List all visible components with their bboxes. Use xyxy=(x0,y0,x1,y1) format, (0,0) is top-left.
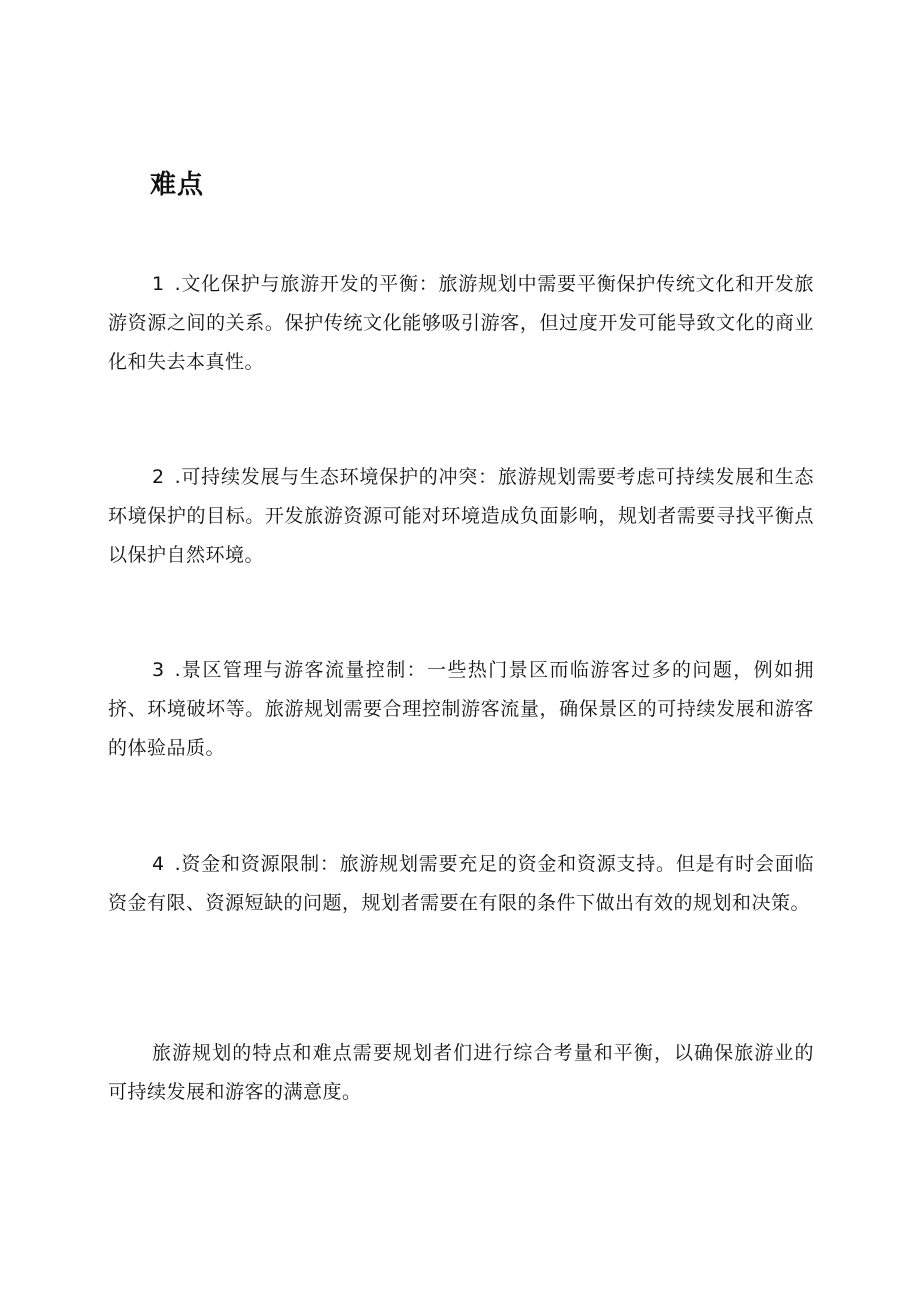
item-text: .文化保护与旅游开发的平衡：旅游规划中需要平衡保护传统文化和开发旅游资源之间的关系。保护传统文化能够吸引游客，但过度开发可能导致文化的商业化和失去本真性。 xyxy=(108,273,814,373)
item-number: 2 xyxy=(152,466,165,488)
item-number: 4 xyxy=(152,853,165,875)
item-number: 1 xyxy=(152,273,165,295)
conclusion-paragraph: 旅游规划的特点和难点需要规划者们进行综合考量和平衡，以确保旅游业的可持续发展和游客的满意度。 xyxy=(108,1042,814,1103)
item-number: 3 xyxy=(152,659,165,681)
item-text: .资金和资源限制：旅游规划需要充足的资金和资源支持。但是有时会面临资金有限、资源短缺的问题，规划者需要在有限的条件下做出有效的规划和决策。 xyxy=(108,853,814,914)
difficulty-item-3 xyxy=(108,651,814,768)
item-text: .可持续发展与生态环境保护的冲突：旅游规划需要考虑可持续发展和生态环境保护的目标。开发旅游资源可能对环境造成负面影响，规划者需要寻找平衡点以保护自然环境。 xyxy=(108,466,814,566)
difficulty-item-1 xyxy=(108,265,814,382)
difficulty-item-4 xyxy=(108,845,814,923)
section-heading: 难点 xyxy=(150,170,205,200)
difficulty-item-2 xyxy=(108,458,814,575)
item-text: .景区管理与游客流量控制：一些热门景区而临游客过多的问题，例如拥挤、环境破坏等。旅游规划需要合理控制游客流量，确保景区的可持续发展和游客的体验品质。 xyxy=(108,659,814,759)
